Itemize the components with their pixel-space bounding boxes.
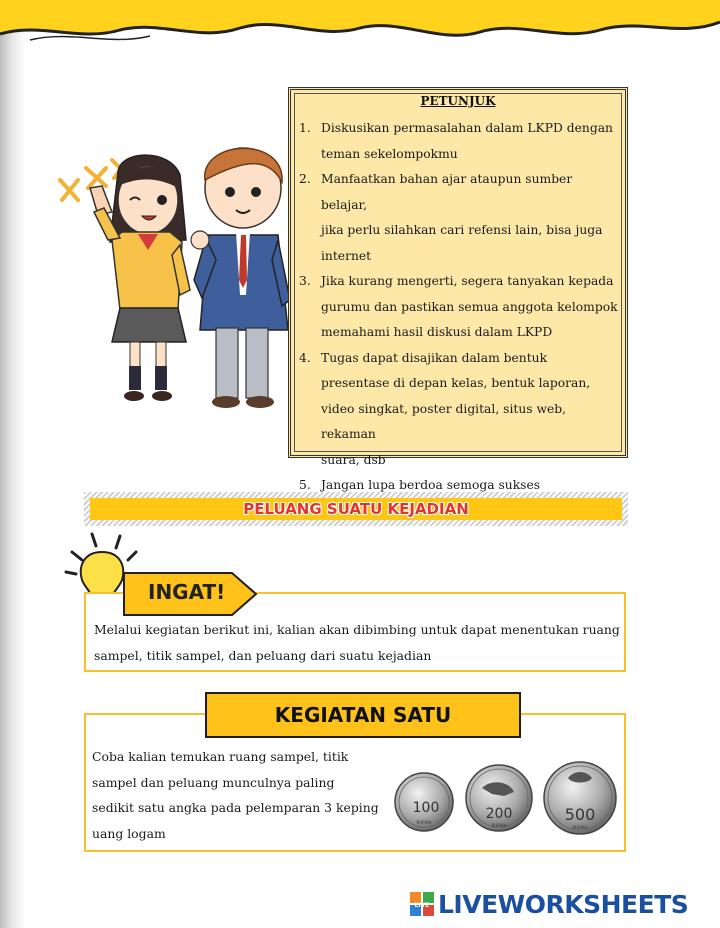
section-title: PELUANG SUATU KEJADIAN	[243, 500, 469, 518]
ingat-text-line: sampel, titik sampel, dan peluang dari suatu kejadian	[94, 648, 432, 663]
kegiatan-line: sedikit satu angka pada pelemparan 3 keping	[92, 800, 379, 815]
item-line: internet	[321, 248, 372, 263]
logo-badge-text: LIVE	[414, 902, 430, 909]
item-line: Diskusikan permasalahan dalam LKPD dengan	[321, 121, 613, 135]
item-number: 3.	[299, 274, 311, 288]
ingat-label: INGAT!	[148, 580, 226, 604]
item-line: jika perlu silahkan cari refensi lain, bisa juga	[321, 223, 603, 237]
petunjuk-title: PETUNJUK	[420, 94, 496, 108]
ingat-text-line: Melalui kegiatan berikut ini, kalian akan dibimbing untuk dapat menentukan ruang	[94, 622, 620, 637]
kegiatan-title: KEGIATAN SATU	[205, 692, 521, 738]
item-line: video singkat, poster digital, situs web, rekaman	[321, 401, 567, 441]
item-line: Manfaatkan bahan ajar ataupun sumber belajar,	[321, 172, 573, 212]
petunjuk-list	[299, 116, 621, 499]
item-number: 5.	[299, 478, 311, 492]
kegiatan-line: sampel dan peluang munculnya paling	[92, 774, 335, 790]
item-line: suara, dsb	[321, 452, 386, 467]
item-line: gurumu dan pastikan semua anggota kelompok	[321, 299, 618, 314]
item-number: 1.	[299, 121, 311, 135]
coin-value: 200	[485, 806, 513, 822]
coin-caption: RUPIAH	[416, 820, 432, 825]
coins-image	[392, 760, 622, 840]
petunjuk-item	[299, 269, 621, 346]
liveworksheets-logo[interactable]	[410, 887, 688, 921]
top-wave-decoration	[0, 0, 720, 60]
coin-value: 100	[412, 800, 440, 816]
item-line: Jangan lupa berdoa semoga sukses	[321, 478, 541, 492]
section-title-bar	[84, 492, 628, 526]
kegiatan-instructions	[92, 744, 392, 846]
page-edge-shadow	[0, 0, 26, 928]
petunjuk-item	[299, 346, 621, 474]
coin-100	[395, 773, 453, 831]
item-number: 2.	[299, 172, 311, 186]
liveworksheets-logo-icon	[410, 892, 434, 916]
item-number: 4.	[299, 350, 311, 365]
item-line: presentase di depan kelas, bentuk laporan,	[321, 376, 591, 390]
item-line: Jika kurang mengerti, segera tanyakan kepada	[321, 274, 614, 288]
kegiatan-line: Coba kalian temukan ruang sampel, titik	[92, 749, 349, 764]
coin-value: 500	[564, 805, 596, 824]
logo-text: LIVEWORKSHEETS	[438, 889, 689, 919]
item-line: memahami hasil diskusi dalam LKPD	[321, 325, 553, 339]
petunjuk-box	[288, 87, 628, 492]
petunjuk-item	[299, 116, 621, 167]
students-illustration	[50, 120, 300, 420]
coin-caption: RUPIAH	[491, 823, 507, 828]
section-title-inner	[90, 498, 622, 520]
item-line: Tugas dapat disajikan dalam bentuk	[321, 350, 548, 365]
coin-500	[544, 762, 616, 834]
kegiatan-line: uang logam	[92, 825, 166, 841]
coin-caption: RUPIAH	[572, 825, 588, 830]
item-line: teman sekelompokmu	[321, 146, 458, 161]
petunjuk-item	[299, 167, 621, 269]
coin-200	[466, 765, 532, 831]
